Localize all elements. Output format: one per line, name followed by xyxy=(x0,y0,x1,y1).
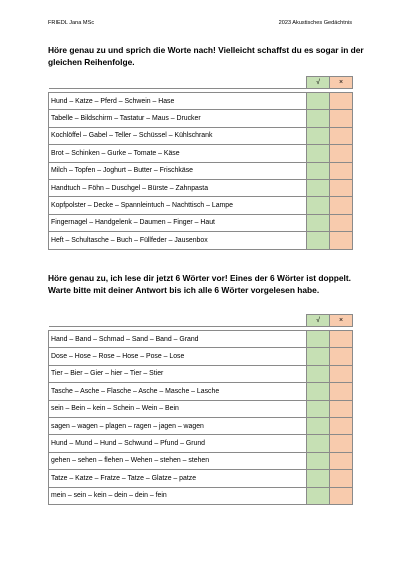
table-row xyxy=(49,383,353,400)
table-row xyxy=(49,417,353,434)
cross-cell[interactable] xyxy=(330,127,353,144)
word-list: Brot – Schinken – Gurke – Tomate – Käse xyxy=(49,145,307,162)
check-cell[interactable] xyxy=(307,110,330,127)
check-cell[interactable] xyxy=(307,162,330,179)
table-header-row xyxy=(49,77,353,89)
cross-cell[interactable] xyxy=(330,145,353,162)
table-row xyxy=(49,487,353,504)
word-list: Hund – Katze – Pferd – Schwein – Hase xyxy=(49,93,307,110)
word-list: Tasche – Asche – Flasche – Asche – Masche – Lasche xyxy=(49,383,307,400)
word-table-1 xyxy=(48,76,353,250)
check-cell[interactable] xyxy=(307,435,330,452)
table-header-row xyxy=(49,315,353,327)
check-cell[interactable] xyxy=(307,331,330,348)
cross-cell[interactable] xyxy=(330,110,353,127)
check-icon: √ xyxy=(307,77,330,89)
word-list: sagen – wagen – plagen – ragen – jagen – wagen xyxy=(49,417,307,434)
check-cell[interactable] xyxy=(307,417,330,434)
word-list: Hund – Mund – Hund – Schwund – Pfund – Grund xyxy=(49,435,307,452)
cross-cell[interactable] xyxy=(330,383,353,400)
instruction-2: Höre genau zu, ich lese dir jetzt 6 Wörter vor! Eines der 6 Wörter ist doppelt. Warte bitte mit deiner Antwort bis ich alle 6 Wörter vorgelesen habe. xyxy=(48,273,351,295)
cross-cell[interactable] xyxy=(330,162,353,179)
table-row xyxy=(49,435,353,452)
check-icon: √ xyxy=(307,315,330,327)
word-list: Tabelle – Bildschirm – Tastatur – Maus – Drucker xyxy=(49,110,307,127)
table-row xyxy=(49,93,353,110)
page-header xyxy=(48,20,352,30)
cross-cell[interactable] xyxy=(330,400,353,417)
check-cell[interactable] xyxy=(307,400,330,417)
check-cell[interactable] xyxy=(307,179,330,196)
cross-cell[interactable] xyxy=(330,470,353,487)
check-cell[interactable] xyxy=(307,452,330,469)
check-cell[interactable] xyxy=(307,197,330,214)
word-list: Fingernagel – Handgelenk – Daumen – Finger – Haut xyxy=(49,214,307,231)
cross-icon: × xyxy=(330,315,353,327)
instruction-1: Höre genau zu und sprich die Worte nach! Vielleicht schaffst du es sogar in der gleichen Reihenfolge. xyxy=(48,45,364,67)
word-list: Tatze – Katze – Fratze – Tatze – Glatze – patze xyxy=(49,470,307,487)
table-row xyxy=(49,145,353,162)
table-row xyxy=(49,348,353,365)
cross-cell[interactable] xyxy=(330,179,353,196)
word-list: mein – sein – kein – dein – dein – fein xyxy=(49,487,307,504)
check-cell[interactable] xyxy=(307,93,330,110)
check-cell[interactable] xyxy=(307,365,330,382)
check-cell[interactable] xyxy=(307,383,330,400)
cross-cell[interactable] xyxy=(330,435,353,452)
cross-cell[interactable] xyxy=(330,417,353,434)
cross-cell[interactable] xyxy=(330,331,353,348)
word-list: Kopfpolster – Decke – Spannleintuch – Nachttisch – Lampe xyxy=(49,197,307,214)
table-row xyxy=(49,452,353,469)
word-list: Kochlöffel – Gabel – Teller – Schüssel – Kühlschrank xyxy=(49,127,307,144)
word-list: Handtuch – Föhn – Duschgel – Bürste – Zahnpasta xyxy=(49,179,307,196)
cross-cell[interactable] xyxy=(330,197,353,214)
word-list: Heft – Schultasche – Buch – Füllfeder – Jausenbox xyxy=(49,232,307,249)
table-row xyxy=(49,197,353,214)
table-row xyxy=(49,331,353,348)
cross-cell[interactable] xyxy=(330,232,353,249)
table-row xyxy=(49,110,353,127)
word-list: Milch – Topfen – Joghurt – Butter – Frischkäse xyxy=(49,162,307,179)
table-row xyxy=(49,470,353,487)
table-row xyxy=(49,162,353,179)
check-cell[interactable] xyxy=(307,348,330,365)
cross-icon: × xyxy=(330,77,353,89)
table-row xyxy=(49,400,353,417)
word-list: Tier – Bier – Gier – hier – Tier – Stier xyxy=(49,365,307,382)
check-cell[interactable] xyxy=(307,470,330,487)
check-cell[interactable] xyxy=(307,127,330,144)
word-list: Hand – Band – Schmad – Sand – Band – Grand xyxy=(49,331,307,348)
cross-cell[interactable] xyxy=(330,93,353,110)
table-row xyxy=(49,365,353,382)
author-name: FRIEDL Jana MSc xyxy=(48,20,95,26)
document-title: 2023 Akustisches Gedächtnis xyxy=(278,20,352,26)
table-row xyxy=(49,127,353,144)
check-cell[interactable] xyxy=(307,232,330,249)
cross-cell[interactable] xyxy=(330,348,353,365)
table-row xyxy=(49,214,353,231)
check-cell[interactable] xyxy=(307,214,330,231)
word-list: gehen – sehen – flehen – Wehen – stehen – stehen xyxy=(49,452,307,469)
table-row xyxy=(49,179,353,196)
table-row xyxy=(49,232,353,249)
cross-cell[interactable] xyxy=(330,214,353,231)
check-cell[interactable] xyxy=(307,145,330,162)
cross-cell[interactable] xyxy=(330,452,353,469)
word-list: Dose – Hose – Rose – Hose – Pose – Lose xyxy=(49,348,307,365)
word-table-2 xyxy=(48,314,353,505)
cross-cell[interactable] xyxy=(330,487,353,504)
word-list: sein – Bein – kein – Schein – Wein – Bein xyxy=(49,400,307,417)
cross-cell[interactable] xyxy=(330,365,353,382)
check-cell[interactable] xyxy=(307,487,330,504)
